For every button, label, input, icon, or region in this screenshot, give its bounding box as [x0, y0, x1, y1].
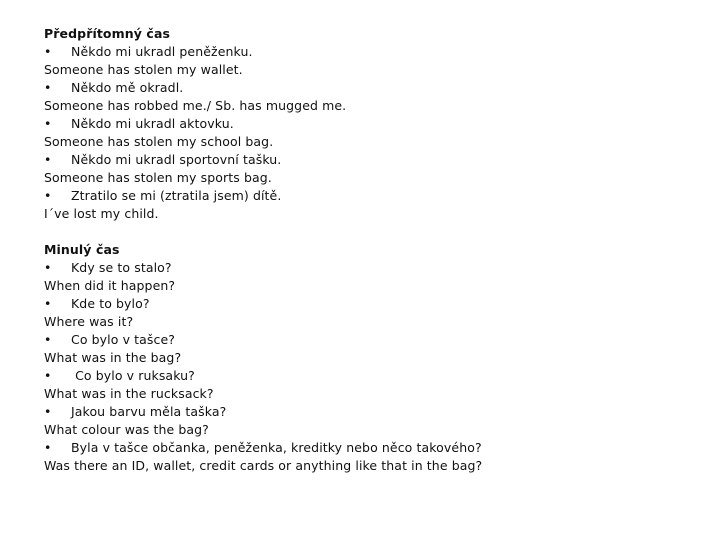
list-item [44, 115, 704, 133]
list-item [44, 331, 704, 349]
section-past-tense [44, 241, 704, 475]
english-translation: Was there an ID, wallet, credit cards or anything like that in the bag? [44, 458, 483, 473]
bullet-icon: • [44, 296, 52, 311]
english-translation: What was in the bag? [44, 350, 182, 365]
czech-sentence: Kde to bylo? [71, 296, 150, 311]
english-translation: When did it happen? [44, 278, 176, 293]
list-item [44, 403, 704, 421]
list-item [44, 295, 704, 313]
czech-sentence: Někdo mě okradl. [71, 80, 184, 95]
czech-sentence: Někdo mi ukradl peněženku. [71, 44, 253, 59]
bullet-icon: • [44, 188, 52, 203]
section-heading: Minulý čas [44, 242, 120, 257]
bullet-icon: • [44, 44, 52, 59]
list-item [44, 151, 704, 169]
bullet-icon: • [44, 332, 52, 347]
czech-sentence: Někdo mi ukradl sportovní tašku. [71, 152, 282, 167]
english-translation: Someone has stolen my wallet. [44, 62, 243, 77]
document-page [44, 25, 704, 475]
section-heading: Předpřítomný čas [44, 26, 171, 41]
bullet-icon: • [44, 260, 52, 275]
bullet-icon: • [44, 404, 52, 419]
section-present-perfect [44, 25, 704, 223]
czech-sentence: Kdy se to stalo? [71, 260, 172, 275]
english-translation: Someone has stolen my school bag. [44, 134, 274, 149]
english-translation: Someone has robbed me./ Sb. has mugged me. [44, 98, 347, 113]
czech-sentence: Co bylo v tašce? [71, 332, 176, 347]
english-translation: Where was it? [44, 314, 134, 329]
bullet-icon: • [44, 80, 52, 95]
czech-sentence: Ztratilo se mi (ztratila jsem) dítě. [71, 188, 282, 203]
english-translation: Someone has stolen my sports bag. [44, 170, 272, 185]
list-item [44, 439, 704, 457]
list-item [44, 79, 704, 97]
list-item [44, 43, 704, 61]
english-translation: What colour was the bag? [44, 422, 209, 437]
bullet-icon: • [44, 116, 52, 131]
czech-sentence: Co bylo v ruksaku? [71, 368, 195, 383]
list-item [44, 259, 704, 277]
bullet-icon: • [44, 440, 52, 455]
bullet-icon: • [44, 152, 52, 167]
czech-sentence: Někdo mi ukradl aktovku. [71, 116, 234, 131]
czech-sentence: Byla v tašce občanka, peněženka, kreditky nebo něco takového? [71, 440, 482, 455]
bullet-icon: • [44, 368, 52, 383]
english-translation: What was in the rucksack? [44, 386, 214, 401]
list-item [44, 187, 704, 205]
czech-sentence: Jakou barvu měla taška? [71, 404, 227, 419]
english-translation: I´ve lost my child. [44, 206, 159, 221]
list-item [44, 367, 704, 385]
